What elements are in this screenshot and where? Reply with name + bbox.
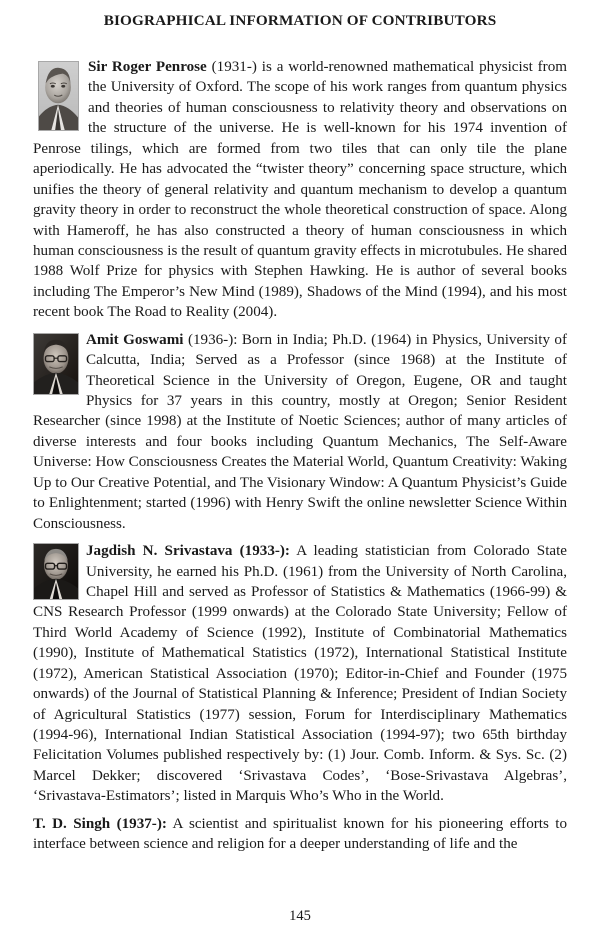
bio-entry-goswami (33, 330, 567, 534)
portrait-photo-amit-goswami (33, 333, 79, 395)
bio-entry-penrose (33, 57, 567, 323)
bio-name-srivastava: Jagdish N. Srivastava (1933-): (86, 543, 290, 560)
bio-text-penrose: (1931-) is a world-renowned mathematical physicist from the University of Oxford. The scope of his work ranges from quantum physics and theories of human consciousness to relativity theory and observations on the structure of the universe. He is well-known for his 1974 invention of Penrose tilings, which are formed from two tiles that can only tile the plane aperiodically. He has advocated the “twister theory” concerning space structure, which unifies the theory of general relativity and quantum mechanism to develop a quantum gravity theory in order to reconstruct the whole theoretical construction of space. Along with Hameroff, he has also constructed a theory of human consciousness in which human consciousness is the result of quantum gravity effects in microtubules. He shared 1988 Wolf Prize for physics with Stephen Hawking. He is author of several books including The Emperor’s New Mind (1989), Shadows of the Mind (1994), and his most recent book The Road to Reality (2004). (33, 59, 567, 321)
portrait-photo-jagdish-srivastava (33, 543, 79, 600)
bio-name-singh: T. D. Singh (1937-): (33, 815, 167, 832)
bio-text-goswami: (1936-): Born in India; Ph.D. (1964) in Physics, University of Calcutta, India; Served as a Professor (since 1968) at the Institute of Theoretical Science in the University of Oregon, Eugene, OR and taught Physics for 37 years in this country, mostly at Oregon; Senior Resident Researcher (since 1998) at the Institute of Noetic Sciences; author of many articles of diverse interests and four books including Quantum Mechanics, The Self-Aware Universe: How Consciousness Creates the Material World, Quantum Creativity: Waking Up to Our Creative Potential, and The Visionary Window: A Quantum Physicist’s Guide to Enlightenment; started (1996) with Henry Swift the online newsletter Science Within Consciousness. (33, 331, 568, 532)
bio-entry-singh (33, 814, 567, 855)
page-number: 145 (289, 908, 311, 924)
bio-name-goswami: Amit Goswami (86, 331, 184, 348)
bio-entry-srivastava (33, 541, 567, 807)
page-body (33, 57, 567, 855)
bio-text-singh: A scientist and spiritualist known for his pioneering efforts to interface between science and religion for a deeper understanding of life and the (33, 815, 567, 853)
bio-name-penrose: Sir Roger Penrose (88, 59, 207, 75)
page-title: BIOGRAPHICAL INFORMATION OF CONTRIBUTORS (103, 12, 497, 29)
portrait-photo-roger-penrose (38, 61, 79, 131)
bio-text-srivastava: A leading statistician from Colorado State University, he earned his Ph.D. (1961) from the University of North Carolina, Chapel Hill and served as Professor of Statistics & Mathematics (1966-99) & CNS Research Professor (1999 onwards) at the Colorado State University; Fellow of Third World Academy of Science (1992), Institute of Combinatorial Mathematics (1990), Institute of Mathematical Statistics (1972), International Statistical Institute (1972), American Statistical Association (1970); Editor-in-Chief and Founder (1975 onwards) of the Journal of Statistical Planning & Inference; President of Indian Society of Agricultural Statistics (1977) session, Forum for Interdisciplinary Mathematics (1994-96), International Indian Statistical Association (1994-97); two 65th birthday Felicitation Volumes published respectively by: (1) Jour. Comb. Inform. & Sys. Sc. (2) Marcel Dekker; discovered ‘Srivastava Codes’, ‘Bose-Srivastava Algebras’, ‘Srivastava-Estimators’; listed in Marquis Who’s Who in the World. (33, 543, 567, 805)
